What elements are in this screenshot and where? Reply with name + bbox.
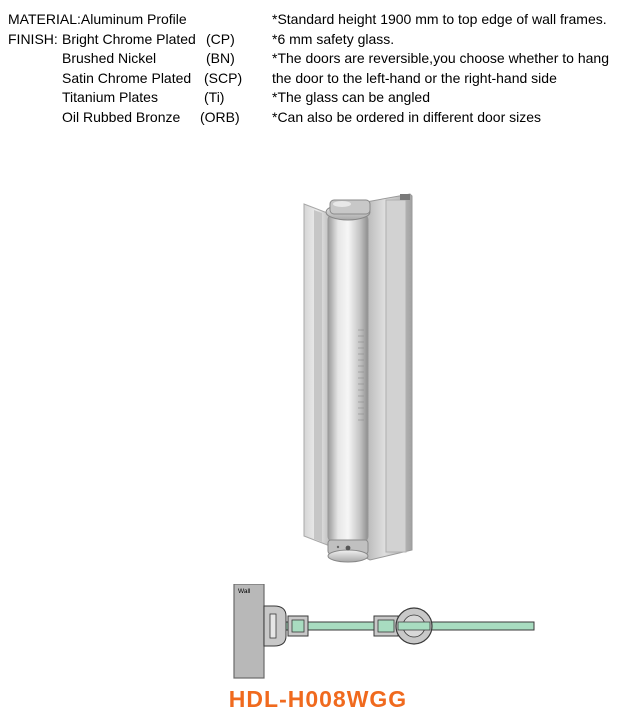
- glass-panel-right: [428, 622, 534, 630]
- note-line: *The glass can be angled: [272, 89, 430, 105]
- note-line: *Standard height 1900 mm to top edge of wall frames.: [272, 11, 607, 27]
- note-line: *Can also be ordered in different door sizes: [272, 108, 542, 125]
- model-code: HDL-H008WGG: [228, 686, 408, 712]
- material-text: MATERIAL:Aluminum Profile: [8, 11, 187, 27]
- finish-name: Satin Chrome Plated: [62, 69, 192, 86]
- hinge-product-image: [300, 190, 460, 580]
- right-profile-face: [386, 200, 406, 552]
- left-flange-edge: [314, 210, 322, 542]
- product-notes: [272, 10, 632, 127]
- note-line: *The doors are reversible,you choose whether to hang: [272, 50, 609, 66]
- finish-code: (BN): [206, 50, 235, 66]
- finish-code: (SCP): [204, 69, 243, 86]
- note-line: the door to the left-hand or the right-hand side: [272, 69, 557, 86]
- wall-block: [234, 584, 264, 678]
- finish-name: Bright Chrome Plated: [62, 30, 196, 47]
- finish-name: Brushed Nickel: [62, 50, 157, 66]
- note-line: *6 mm safety glass.: [272, 30, 395, 47]
- finish-label: FINISH:: [8, 30, 58, 47]
- right-profile-top: [400, 194, 410, 200]
- finish-code: (Ti): [204, 89, 225, 105]
- barrel-bottom-cap: [328, 550, 368, 562]
- installation-diagram: [226, 584, 556, 680]
- finish-name: Oil Rubbed Bronze: [62, 108, 181, 125]
- wall-label: Wall: [238, 588, 251, 595]
- finish-name: Titanium Plates: [62, 89, 158, 105]
- finish-code: (ORB): [200, 108, 240, 125]
- finish-code: (CP): [206, 30, 235, 47]
